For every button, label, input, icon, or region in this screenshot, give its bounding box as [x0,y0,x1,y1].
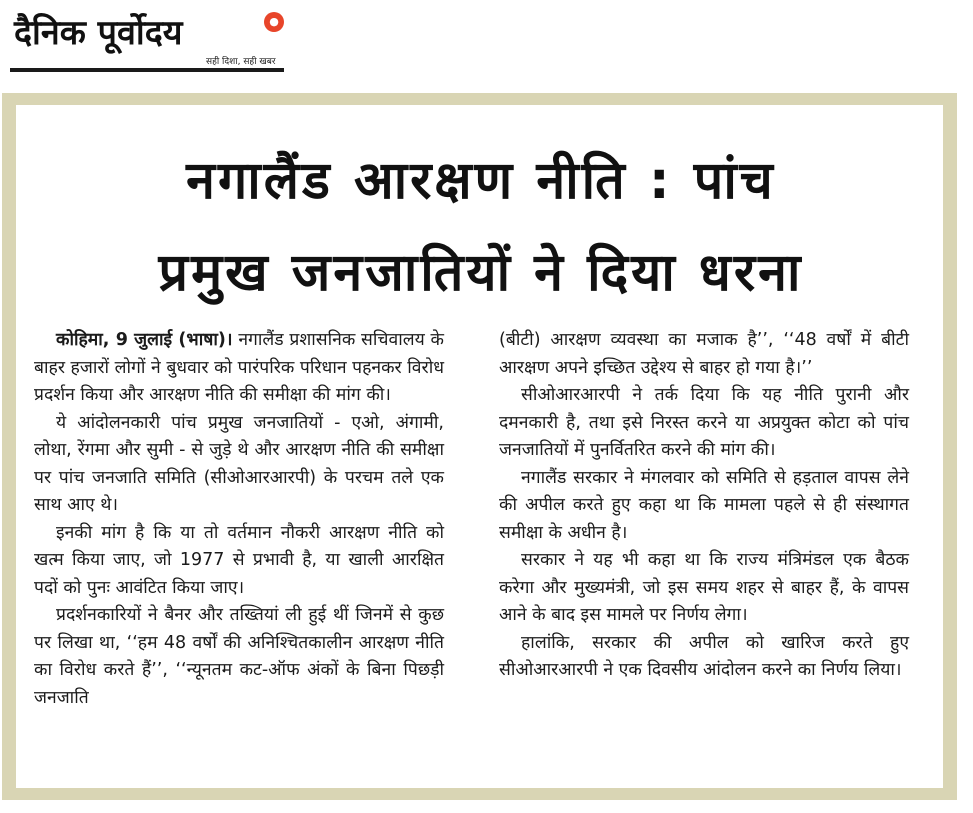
paragraph-text: नगालैंड प्रशासनिक सचिवालय के बाहर हजारों लोगों ने बुधवार को पारंपरिक परिधान पहनकर विरोध प्रदर्शन किया और आरक्षण नीति की समीक्षा की मांग की। [34,330,444,405]
headline-line-2: प्रमुख जनजातियों ने दिया धरना [158,243,804,303]
article-frame [2,93,957,800]
article-paragraph: प्रदर्शनकारियों ने बैनर और तख्तियां ली हुई थीं जिनमें से कुछ पर लिखा था, ‘‘हम 48 वर्षों की अनिश्चितकालीन आरक्षण नीति का विरोध करते हैं’’, ‘‘न्यूनतम कट-ऑफ अंकों के बिना पिछड़ी जनजाति [34,605,444,708]
article-paragraph: सरकार ने यह भी कहा था कि राज्य मंत्रिमंडल एक बैठक करेगा और मुख्यमंत्री, जो इस समय शहर से बाहर हैं, के वापस आने के बाद इस मामले पर निर्णय लेगा। [499,550,909,625]
article-column-left [34,327,444,712]
logo-dot-icon: ● [264,12,284,32]
headline-line-1: नगालैंड आरक्षण नीति : पांच [186,151,776,211]
article-column-right [499,327,909,685]
newspaper-tagline: सही दिशा, सही खबर [206,57,276,67]
newspaper-logo: दैनिक पूर्वोदय [14,13,183,53]
article-paragraph: सीओआरआरपी ने तर्क दिया कि यह नीति पुरानी और दमनकारी है, तथा इसे निरस्त करने या अप्रयुक्त कोटा को पांच जनजातियों में पुनर्वितरित करने की मांग की। [499,385,909,460]
masthead-rule [10,68,284,72]
article-paragraph: ये आंदोलनकारी पांच प्रमुख जनजातियों - एओ, अंगामी, लोथा, रेंगमा और सुमी - से जुड़े थे और आरक्षण नीति की समीक्षा पर पांच जनजाति समिति (सीओआरआरपी) के परचम तले एक साथ आए थे। [34,412,444,515]
masthead [10,6,290,74]
article-paragraph: हालांकि, सरकार की अपील को खारिज करते हुए सीओआरआरपी ने एक दिवसीय आंदोलन करने का निर्णय लिया। [499,632,909,680]
article-clipping [16,105,943,788]
article-paragraph: इनकी मांग है कि या तो वर्तमान नौकरी आरक्षण नीति को खत्म किया जाए, जो 1977 से प्रभावी है, या खाली आरक्षित पदों को पुनः आवंटित किया जाए। [34,522,444,598]
article-paragraph: नगालैंड सरकार ने मंगलवार को समिति से हड़ताल वापस लेने की अपील करते हुए कहा था कि मामला पहले से ही संस्थागत समीक्षा के अधीन है। [499,467,909,543]
article-paragraph: (बीटी) आरक्षण व्यवस्था का मजाक है’’, ‘‘48 वर्षों में बीटी आरक्षण अपने इच्छित उद्देश्य से बाहर हो गया है।’’ [499,330,909,378]
dateline: कोहिमा, 9 जुलाई (भाषा)। [56,330,233,350]
article-paragraph [34,327,444,410]
article-headline [36,135,926,319]
